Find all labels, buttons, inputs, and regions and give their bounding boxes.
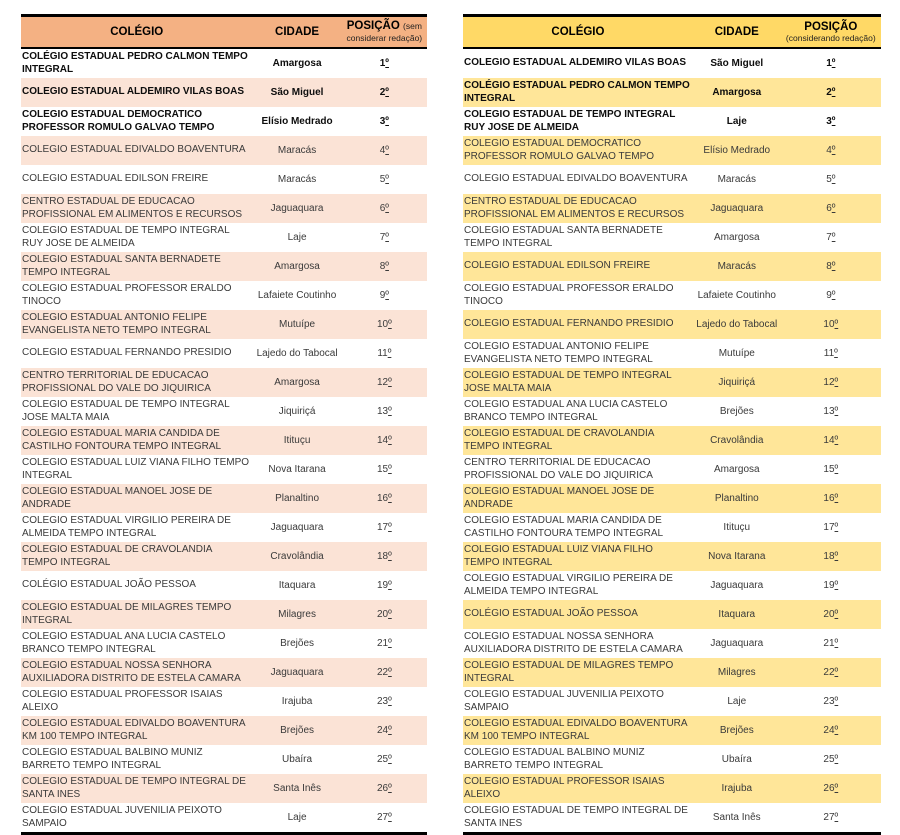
position-cell: 20º xyxy=(376,608,392,620)
city-cell: Amargosa xyxy=(274,260,320,272)
table-body xyxy=(21,49,427,832)
school-name-cell: COLEGIO ESTADUAL ALDEMIRO VILAS BOAS xyxy=(22,86,245,98)
school-name-cell: COLEGIO ESTADUAL SANTA BERNADETE TEMPO INTEGRAL xyxy=(22,254,221,278)
city-cell: Amargosa xyxy=(272,57,322,69)
school-name-cell: COLEGIO ESTADUAL DE TEMPO INTEGRAL RUY JOSE DE ALMEIDA xyxy=(22,225,230,249)
school-name-cell: CENTRO TERRITORIAL DE EDUCACAO PROFISSIONAL DO VALE DO JIQUIRICA xyxy=(464,457,653,481)
position-cell: 15º xyxy=(823,463,839,475)
school-name-cell: COLEGIO ESTADUAL DE CRAVOLANDIA TEMPO INTEGRAL xyxy=(22,544,212,568)
school-name-cell: COLEGIO ESTADUAL EDIVALDO BOAVENTURA KM 100 TEMPO INTEGRAL xyxy=(464,718,688,742)
table-row xyxy=(463,687,881,716)
position-cell: 16º xyxy=(376,492,392,504)
school-name-cell: COLEGIO ESTADUAL DE MILAGRES TEMPO INTEGRAL xyxy=(464,660,674,684)
table-row xyxy=(463,194,881,223)
position-cell: 14º xyxy=(376,434,392,446)
school-name-cell: COLEGIO ESTADUAL LUIZ VIANA FILHO TEMPO INTEGRAL xyxy=(464,544,653,568)
position-column-header xyxy=(781,19,881,45)
city-column-header: CIDADE xyxy=(714,26,759,38)
position-cell: 19º xyxy=(376,579,392,591)
table-row xyxy=(21,455,427,484)
school-name-cell: COLEGIO ESTADUAL NOSSA SENHORA AUXILIADORA DISTRITO DE ESTELA CAMARA xyxy=(464,631,683,655)
city-cell: Brejões xyxy=(280,724,315,736)
city-cell: Jiquiriçá xyxy=(278,405,316,417)
school-name-cell: COLEGIO ESTADUAL EDIVALDO BOAVENTURA xyxy=(464,173,688,185)
table-row xyxy=(463,368,881,397)
table-row xyxy=(21,49,427,78)
position-cell: 3º xyxy=(379,115,389,127)
position-cell: 15º xyxy=(376,463,392,475)
position-cell: 25º xyxy=(823,753,839,765)
school-name-cell: COLEGIO ESTADUAL DE MILAGRES TEMPO INTEGRAL xyxy=(22,602,232,626)
school-name-cell: COLEGIO ESTADUAL DEMOCRATICO PROFESSOR ROMULO GALVAO TEMPO xyxy=(464,138,655,162)
city-cell: Nova Itarana xyxy=(708,550,766,562)
table-body xyxy=(463,49,881,832)
city-cell: Nova Itarana xyxy=(268,463,326,475)
table-row xyxy=(463,571,881,600)
city-cell: Amargosa xyxy=(712,86,762,98)
position-cell: 20º xyxy=(823,608,839,620)
position-cell: 14º xyxy=(823,434,839,446)
position-column-header xyxy=(342,18,427,46)
position-cell: 25º xyxy=(376,753,392,765)
table-row xyxy=(21,165,427,194)
school-name-cell: COLEGIO ESTADUAL MARIA CANDIDA DE CASTILHO FONTOURA TEMPO INTEGRAL xyxy=(464,515,664,539)
table-row xyxy=(463,716,881,745)
school-name-cell: COLÉGIO ESTADUAL PEDRO CALMON TEMPO INTEGRAL xyxy=(464,80,690,104)
table-row xyxy=(21,571,427,600)
table-row xyxy=(21,107,427,136)
position-cell: 21º xyxy=(376,637,392,649)
table-row xyxy=(21,194,427,223)
position-cell: 2º xyxy=(826,86,836,98)
position-cell: 1º xyxy=(379,57,389,69)
table-row xyxy=(21,774,427,803)
city-cell: Itituçu xyxy=(723,521,751,533)
position-cell: 26º xyxy=(823,782,839,794)
school-name-cell: COLEGIO ESTADUAL DE CRAVOLANDIA TEMPO INTEGRAL xyxy=(464,428,654,452)
position-cell: 22º xyxy=(376,666,392,678)
city-cell: Mutuípe xyxy=(278,318,316,330)
table-row xyxy=(463,397,881,426)
position-cell: 5º xyxy=(826,173,836,185)
table-row xyxy=(463,223,881,252)
table-row xyxy=(21,252,427,281)
city-cell: Jaguaquara xyxy=(710,202,764,214)
table-row xyxy=(463,281,881,310)
position-cell: 8º xyxy=(826,260,836,272)
school-name-cell: COLEGIO ESTADUAL FERNANDO PRESIDIO xyxy=(22,347,232,359)
city-cell: Santa Inês xyxy=(273,782,321,794)
city-cell: São Miguel xyxy=(270,86,324,98)
school-name-cell: COLEGIO ESTADUAL EDILSON FREIRE xyxy=(22,173,209,185)
table-row xyxy=(463,600,881,629)
city-cell: Jaguaquara xyxy=(270,521,324,533)
city-cell: Itaquara xyxy=(718,608,756,620)
school-name-cell: COLEGIO ESTADUAL MANOEL JOSE DE ANDRADE xyxy=(464,486,655,510)
table-row xyxy=(463,513,881,542)
position-cell: 4º xyxy=(826,144,836,156)
school-name-cell: COLEGIO ESTADUAL PROFESSOR ISAIAS ALEIXO xyxy=(22,689,223,713)
city-cell: Maracás xyxy=(277,173,317,185)
table-row xyxy=(21,397,427,426)
city-cell: Laje xyxy=(287,811,307,823)
city-cell: Planaltino xyxy=(275,492,320,504)
school-name-cell: COLEGIO ESTADUAL EDILSON FREIRE xyxy=(464,260,651,272)
table-row xyxy=(21,281,427,310)
table-row xyxy=(21,542,427,571)
table-row xyxy=(21,629,427,658)
school-name-cell: CENTRO ESTADUAL DE EDUCACAO PROFISSIONAL EM ALIMENTOS E RECURSOS xyxy=(464,196,685,220)
school-name-cell: COLEGIO ESTADUAL DE TEMPO INTEGRAL DE SANTA INES xyxy=(22,776,246,800)
position-cell: 27º xyxy=(376,811,392,823)
school-name-cell: COLEGIO ESTADUAL DE TEMPO INTEGRAL JOSE MALTA MAIA xyxy=(464,370,672,394)
city-cell: Irajuba xyxy=(721,782,753,794)
city-cell: Santa Inês xyxy=(712,811,761,823)
position-header-label: POSIÇÃO xyxy=(804,21,858,33)
school-name-cell: COLEGIO ESTADUAL PROFESSOR ISAIAS ALEIXO xyxy=(464,776,665,800)
position-cell: 5º xyxy=(379,173,389,185)
city-cell: Elísio Medrado xyxy=(703,144,771,156)
college-column-header: COLÉGIO xyxy=(110,26,164,38)
table-row xyxy=(463,484,881,513)
city-cell: Lajedo do Tabocal xyxy=(256,347,338,359)
position-cell: 6º xyxy=(379,202,389,214)
position-cell: 18º xyxy=(823,550,839,562)
school-name-cell: COLEGIO ESTADUAL ANTONIO FELIPE EVANGELISTA NETO TEMPO INTEGRAL xyxy=(464,341,653,365)
school-name-cell: COLEGIO ESTADUAL SANTA BERNADETE TEMPO INTEGRAL xyxy=(464,225,663,249)
table-row xyxy=(463,542,881,571)
city-cell: Ubaíra xyxy=(721,753,752,765)
table-row xyxy=(21,339,427,368)
college-column-header: COLÉGIO xyxy=(551,26,605,38)
table-row xyxy=(463,803,881,832)
city-cell: Milagres xyxy=(278,608,316,620)
school-name-cell: COLEGIO ESTADUAL DE TEMPO INTEGRAL RUY JOSE DE ALMEIDA xyxy=(464,109,676,133)
table-row xyxy=(463,107,881,136)
position-cell: 8º xyxy=(379,260,389,272)
school-name-cell: COLEGIO ESTADUAL DE TEMPO INTEGRAL DE SANTA INES xyxy=(464,805,688,829)
city-cell: Mutuípe xyxy=(718,347,755,359)
position-cell: 26º xyxy=(376,782,392,794)
table-row xyxy=(463,774,881,803)
position-cell: 24º xyxy=(376,724,392,736)
position-cell: 1º xyxy=(826,57,836,69)
school-name-cell: COLEGIO ESTADUAL VIRGILIO PEREIRA DE ALMEIDA TEMPO INTEGRAL xyxy=(464,573,673,597)
position-cell: 12º xyxy=(376,376,392,388)
city-cell: Laje xyxy=(287,231,307,243)
school-name-cell: COLEGIO ESTADUAL FERNANDO PRESIDIO xyxy=(464,318,674,330)
city-cell: Itituçu xyxy=(283,434,311,446)
table-row xyxy=(463,745,881,774)
school-name-cell: COLEGIO ESTADUAL ANA LUCIA CASTELO BRANCO TEMPO INTEGRAL xyxy=(464,399,668,423)
school-name-cell: COLEGIO ESTADUAL BALBINO MUNIZ BARRETO TEMPO INTEGRAL xyxy=(22,747,203,771)
table-row xyxy=(21,600,427,629)
table-row xyxy=(463,78,881,107)
school-name-cell: COLEGIO ESTADUAL MANOEL JOSE DE ANDRADE xyxy=(22,486,213,510)
table-row xyxy=(463,252,881,281)
position-cell: 23º xyxy=(823,695,839,707)
position-cell: 6º xyxy=(826,202,836,214)
school-name-cell: COLÉGIO ESTADUAL JOÃO PESSOA xyxy=(22,579,196,591)
table-row xyxy=(21,368,427,397)
table-row xyxy=(463,310,881,339)
position-cell: 22º xyxy=(823,666,839,678)
school-name-cell: COLEGIO ESTADUAL BALBINO MUNIZ BARRETO TEMPO INTEGRAL xyxy=(464,747,645,771)
city-cell: Brejões xyxy=(719,405,754,417)
city-cell: Maracás xyxy=(277,144,317,156)
position-cell: 9º xyxy=(379,289,389,301)
school-name-cell: COLEGIO ESTADUAL ALDEMIRO VILAS BOAS xyxy=(464,57,687,69)
position-cell: 4º xyxy=(379,144,389,156)
school-name-cell: COLEGIO ESTADUAL PROFESSOR ERALDO TINOCO xyxy=(22,283,232,307)
position-cell: 18º xyxy=(376,550,392,562)
table-row xyxy=(21,803,427,832)
city-cell: Irajuba xyxy=(281,695,313,707)
table-row xyxy=(21,745,427,774)
city-cell: Maracás xyxy=(717,260,756,272)
city-cell: Elísio Medrado xyxy=(261,115,333,127)
position-cell: 19º xyxy=(823,579,839,591)
table-header xyxy=(21,14,427,49)
position-header-label: POSIÇÃO xyxy=(346,20,400,32)
city-cell: Jaguaquara xyxy=(710,579,764,591)
table-row xyxy=(463,49,881,78)
table-row xyxy=(21,426,427,455)
city-cell: Laje xyxy=(727,695,747,707)
city-cell: Amargosa xyxy=(713,463,760,475)
city-cell: Brejões xyxy=(719,724,754,736)
school-name-cell: COLÉGIO ESTADUAL JOÃO PESSOA xyxy=(464,608,638,620)
position-cell: 10º xyxy=(376,318,392,330)
position-cell: 23º xyxy=(376,695,392,707)
school-name-cell: COLEGIO ESTADUAL EDIVALDO BOAVENTURA KM 100 TEMPO INTEGRAL xyxy=(22,718,246,742)
table-row xyxy=(463,426,881,455)
city-cell: Maracás xyxy=(717,173,756,185)
position-cell: 7º xyxy=(379,231,389,243)
table-row xyxy=(21,78,427,107)
city-cell: Jaguaquara xyxy=(710,637,764,649)
position-cell: 16º xyxy=(823,492,839,504)
school-name-cell: COLEGIO ESTADUAL ANA LUCIA CASTELO BRANCO TEMPO INTEGRAL xyxy=(22,631,226,655)
school-name-cell: COLEGIO ESTADUAL ANTONIO FELIPE EVANGELISTA NETO TEMPO INTEGRAL xyxy=(22,312,211,336)
table-row xyxy=(463,165,881,194)
city-cell: Brejões xyxy=(280,637,315,649)
school-name-cell: COLEGIO ESTADUAL DEMOCRATICO PROFESSOR ROMULO GALVAO TEMPO xyxy=(22,109,215,133)
city-cell: Lajedo do Tabocal xyxy=(696,318,778,330)
school-name-cell: COLEGIO ESTADUAL VIRGILIO PEREIRA DE ALMEIDA TEMPO INTEGRAL xyxy=(22,515,231,539)
city-cell: Planaltino xyxy=(714,492,759,504)
table-row xyxy=(463,629,881,658)
city-cell: Lafaiete Coutinho xyxy=(697,289,776,301)
school-name-cell: COLEGIO ESTADUAL PROFESSOR ERALDO TINOCO xyxy=(464,283,674,307)
position-cell: 11º xyxy=(377,347,392,359)
position-cell: 11º xyxy=(823,347,838,359)
school-name-cell: COLEGIO ESTADUAL LUIZ VIANA FILHO TEMPO INTEGRAL xyxy=(22,457,250,481)
position-header-note: (considerando redação) xyxy=(785,33,876,43)
position-cell: 13º xyxy=(823,405,839,417)
school-name-cell: COLEGIO ESTADUAL MARIA CANDIDA DE CASTILHO FONTOURA TEMPO INTEGRAL xyxy=(22,428,222,452)
table-row xyxy=(21,513,427,542)
position-cell: 3º xyxy=(826,115,836,127)
school-name-cell: COLEGIO ESTADUAL JUVENILIA PEIXOTO SAMPAIO xyxy=(22,805,222,829)
position-cell: 24º xyxy=(823,724,839,736)
position-header-note: (sem considerar redação) xyxy=(346,21,423,43)
city-cell: Jaguaquara xyxy=(270,202,324,214)
position-cell: 2º xyxy=(379,86,389,98)
school-name-cell: CENTRO ESTADUAL DE EDUCACAO PROFISSIONAL EM ALIMENTOS E RECURSOS xyxy=(22,196,243,220)
table-row xyxy=(21,484,427,513)
city-cell: Laje xyxy=(726,115,747,127)
city-cell: Cravolândia xyxy=(270,550,324,562)
table-row xyxy=(463,658,881,687)
school-name-cell: COLEGIO ESTADUAL DE TEMPO INTEGRAL JOSE MALTA MAIA xyxy=(22,399,230,423)
table-row xyxy=(21,136,427,165)
table-row xyxy=(21,310,427,339)
position-cell: 10º xyxy=(823,318,839,330)
position-cell: 7º xyxy=(826,231,836,243)
city-cell: Lafaiete Coutinho xyxy=(257,289,337,301)
school-name-cell: COLEGIO ESTADUAL NOSSA SENHORA AUXILIADORA DISTRITO DE ESTELA CAMARA xyxy=(22,660,241,684)
city-cell: Ubaíra xyxy=(282,753,313,765)
position-cell: 13º xyxy=(376,405,392,417)
table-row xyxy=(21,687,427,716)
position-cell: 17º xyxy=(823,521,839,533)
school-name-cell: COLEGIO ESTADUAL EDIVALDO BOAVENTURA xyxy=(22,144,246,156)
table-row xyxy=(21,716,427,745)
position-cell: 17º xyxy=(376,521,392,533)
school-name-cell: COLÉGIO ESTADUAL PEDRO CALMON TEMPO INTEGRAL xyxy=(22,51,248,75)
position-cell: 27º xyxy=(823,811,839,823)
ranking-table-considerando-redacao xyxy=(463,14,881,835)
city-cell: Jaguaquara xyxy=(270,666,324,678)
table-row xyxy=(21,658,427,687)
table-row xyxy=(21,223,427,252)
position-cell: 12º xyxy=(823,376,839,388)
city-cell: Amargosa xyxy=(713,231,760,243)
city-cell: Jiquiriçá xyxy=(718,376,756,388)
school-name-cell: COLEGIO ESTADUAL JUVENILIA PEIXOTO SAMPAIO xyxy=(464,689,664,713)
school-name-cell: CENTRO TERRITORIAL DE EDUCACAO PROFISSIONAL DO VALE DO JIQUIRICA xyxy=(22,370,211,394)
city-cell: Cravolândia xyxy=(710,434,764,446)
table-header xyxy=(463,14,881,49)
city-column-header: CIDADE xyxy=(275,26,320,38)
table-row xyxy=(463,339,881,368)
position-cell: 21º xyxy=(823,637,839,649)
city-cell: São Miguel xyxy=(710,57,764,69)
city-cell: Milagres xyxy=(717,666,756,678)
city-cell: Itaquara xyxy=(278,579,316,591)
table-row xyxy=(463,455,881,484)
ranking-table-sem-redacao xyxy=(21,14,427,835)
table-row xyxy=(463,136,881,165)
position-cell: 9º xyxy=(826,289,836,301)
city-cell: Amargosa xyxy=(274,376,320,388)
